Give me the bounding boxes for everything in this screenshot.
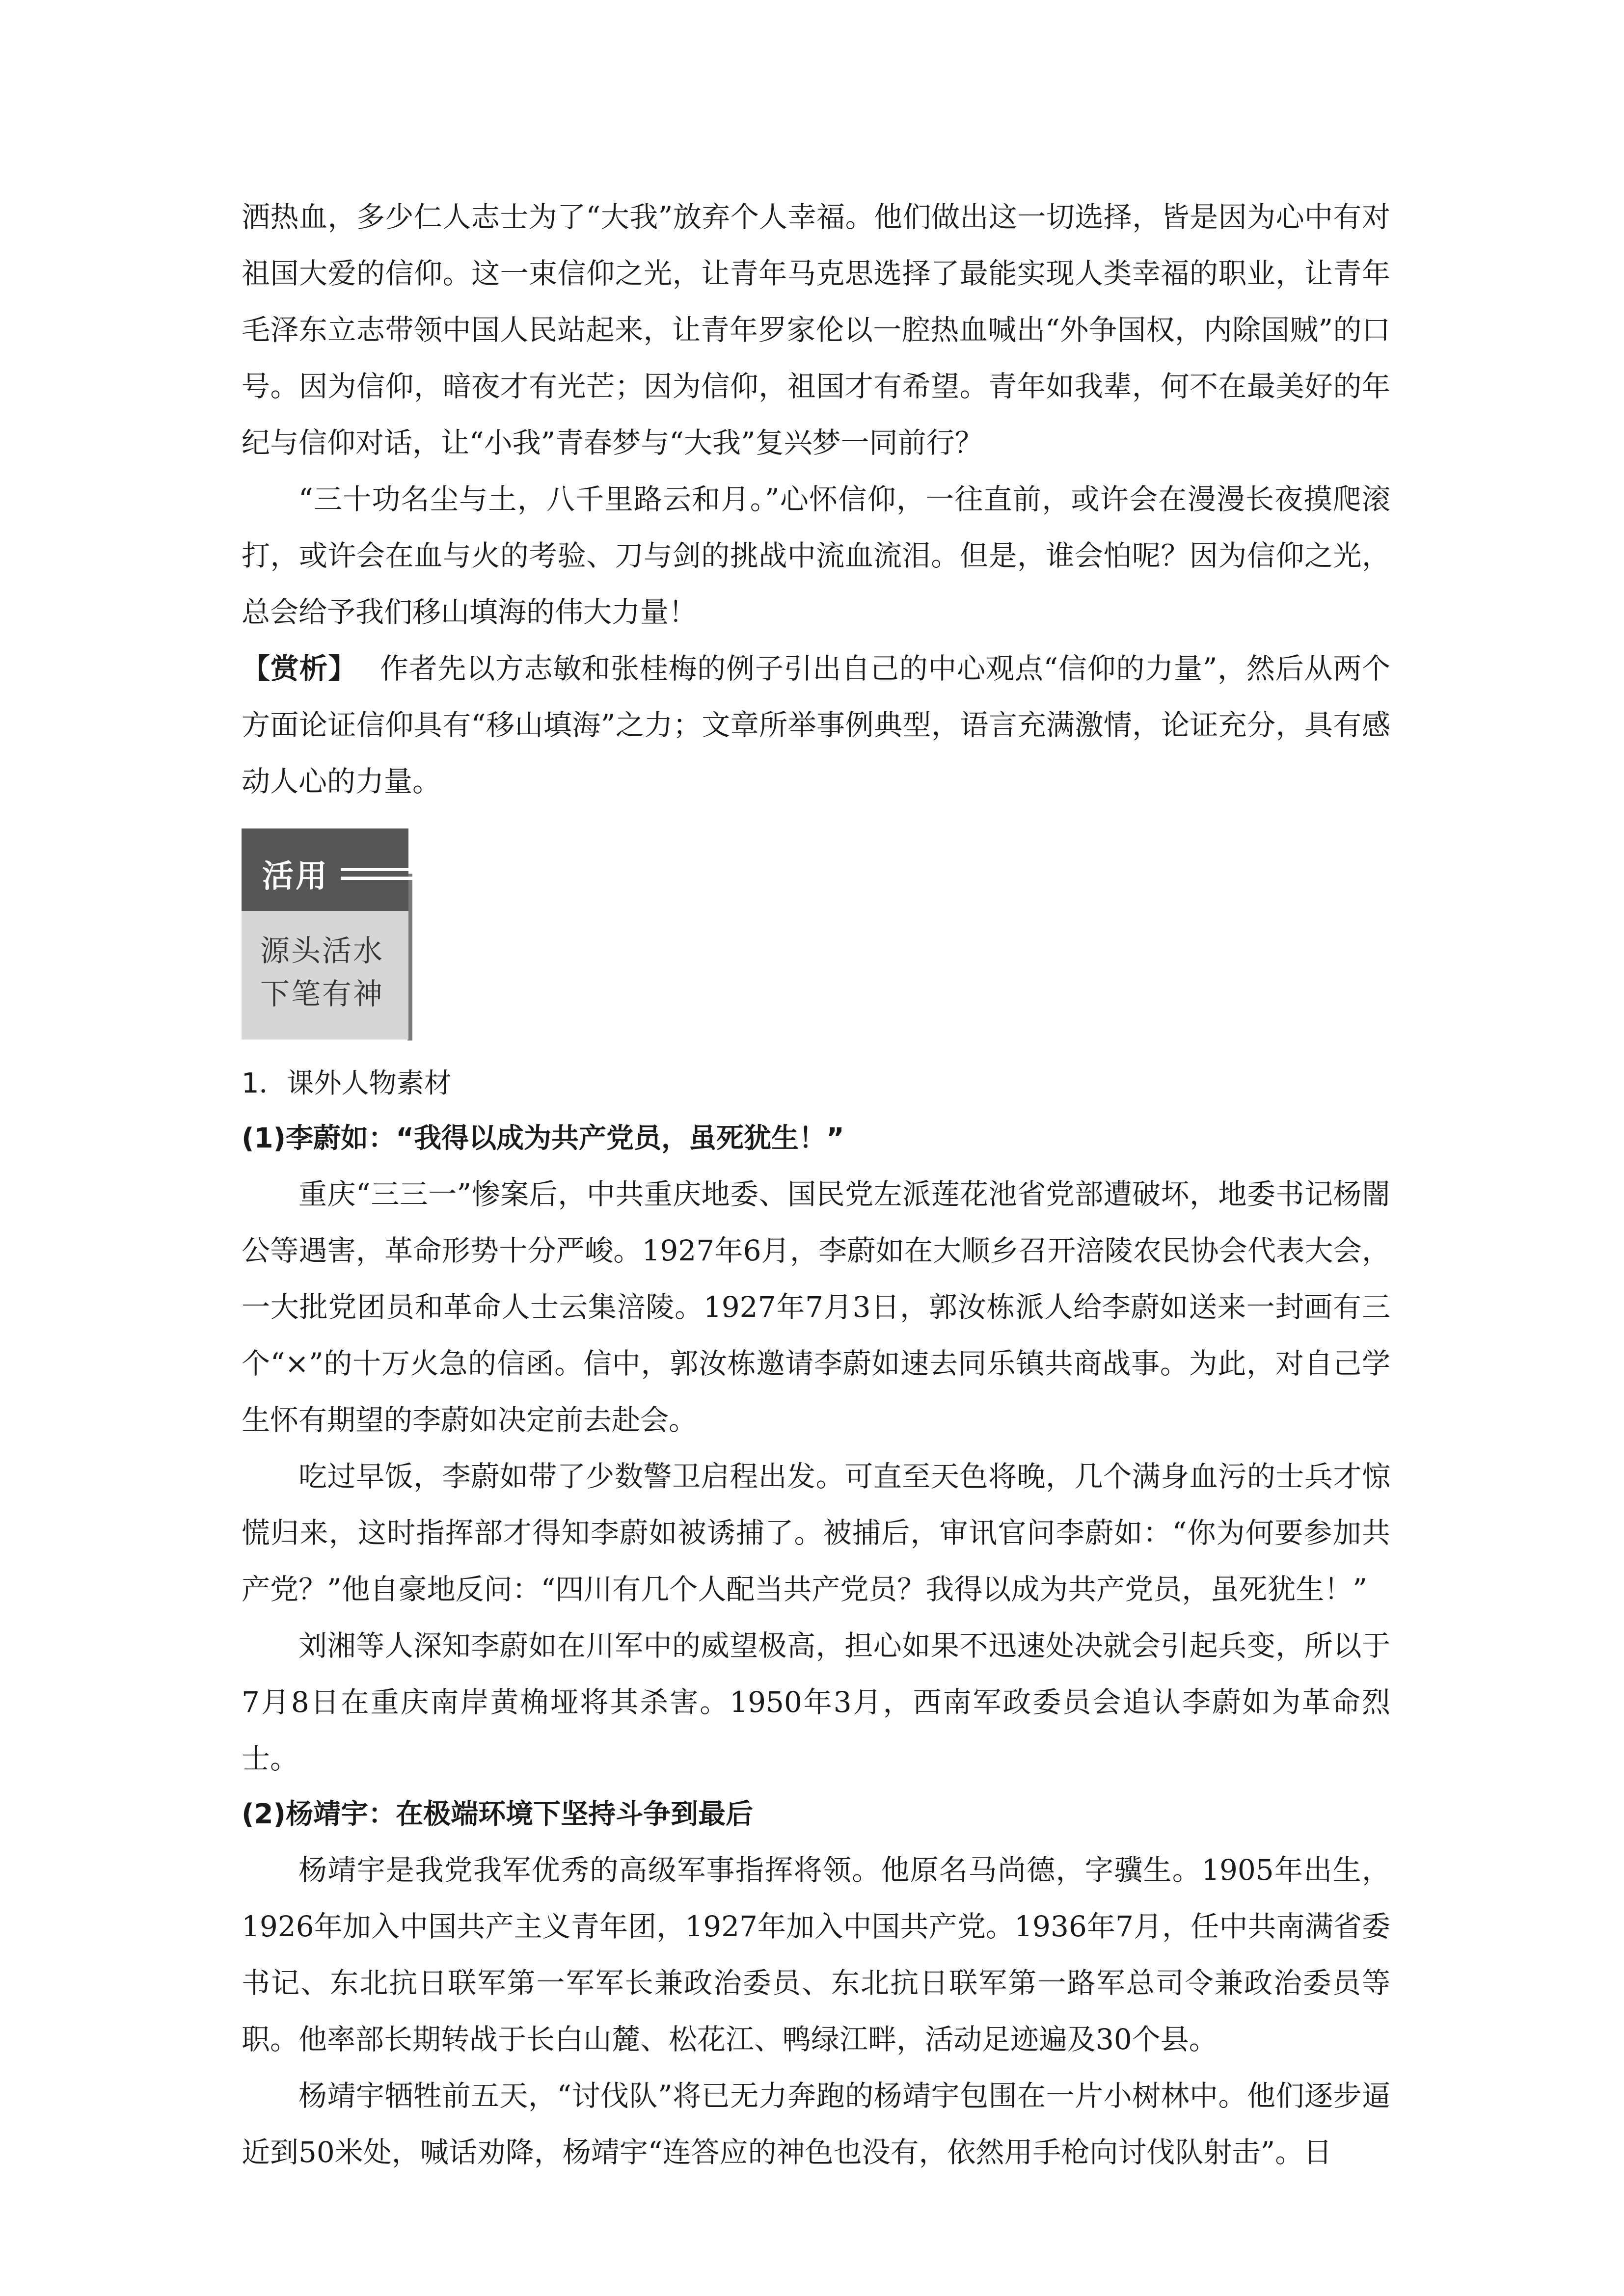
badge-title: 活用 xyxy=(262,858,329,895)
analysis-paragraph xyxy=(242,641,1390,810)
body-paragraph: “三十功名尘与土，八千里路云和月。”心怀信仰，一往直前，或许会在漫漫长夜摸爬滚打，或许会在血与火的考验、刀与剑的挑战中流血流泪。但是，谁会怕呢？因为信仰之光，总会给予我们移山填海的伟大力量！ xyxy=(242,482,1390,629)
body-paragraph: 刘湘等人深知李蔚如在川军中的威望极高，担心如果不迅速处决就会引起兵变，所以于7月8日在重庆南岸黄桷垭将其杀害。1950年3月，西南军政委员会追认李蔚如为革命烈士。 xyxy=(242,1629,1390,1775)
badge-decor-line xyxy=(341,877,413,880)
body-paragraph: 杨靖宇牺牲前五天，“讨伐队”将已无力奔跑的杨靖宇包围在一片小树林中。他们逐步逼近到50米处，喊话劝降，杨靖宇“连答应的神色也没有，依然用手枪向讨伐队射击”。日 xyxy=(242,2079,1390,2169)
section-badge xyxy=(242,828,413,1040)
badge-subtitle-line1: 源头活水 xyxy=(260,934,384,968)
body-paragraph: 重庆“三三一”惨案后，中共重庆地委、国民党左派莲花池省党部遭破坏，地委书记杨闇公等遇害，革命形势十分严峻。1927年6月，李蔚如在大顺乡召开涪陵农民协会代表大会，一大批党团员和革命人士云集涪陵。1927年7月3日，郭汝栋派人给李蔚如送来一封画有三个“×”的十万火急的信函。信中，郭汝栋邀请李蔚如速去同乐镇共商战事。为此，对自己学生怀有期望的李蔚如决定前去赴会。 xyxy=(242,1177,1390,1437)
badge-decor-line xyxy=(341,868,413,871)
section-heading: 1．课外人物素材 xyxy=(242,1068,452,1099)
body-paragraph: 杨靖宇是我党我军优秀的高级军事指挥将领。他原名马尚德，字骥生。1905年出生，1926年加入中国共产主义青年团，1927年加入中国共产党。1936年7月，任中共南满省委书记、东北抗日联军第一军军长兼政治委员、东北抗日联军第一路军总司令兼政治委员等职。他率部长期转战于长白山麓、松花江、鸭绿江畔，活动足迹遍及30个县。 xyxy=(242,1853,1390,2056)
body-paragraph: 洒热血，多少仁人志士为了“大我”放弃个人幸福。他们做出这一切选择，皆是因为心中有对祖国大爱的信仰。这一束信仰之光，让青年马克思选择了最能实现人类幸福的职业，让青年毛泽东立志带领中国人民站起来，让青年罗家伦以一腔热血喊出“外争国权，内除国贼”的口号。因为信仰，暗夜才有光芒；因为信仰，祖国才有希望。青年如我辈，何不在最美好的年纪与信仰对话，让“小我”青春梦与“大我”复兴梦一同前行？ xyxy=(242,200,1390,459)
analysis-tag: 【赏析】 xyxy=(242,652,357,685)
person-heading: (1)李蔚如：“我得以成为共产党员，虽死犹生！” xyxy=(242,1122,844,1154)
document-page xyxy=(242,189,1390,2181)
body-paragraph: 吃过早饭，李蔚如带了少数警卫启程出发。可直至天色将晚，几个满身血污的士兵才惊慌归来，这时指挥部才得知李蔚如被诱捕了。被捕后，审讯官问李蔚如：“你为何要参加共产党？”他自豪地反问：“四川有几个人配当共产党员？我得以成为共产党员，虽死犹生！” xyxy=(242,1460,1390,1606)
badge-subtitle-line2: 下笔有神 xyxy=(260,977,384,1012)
analysis-text: 作者先以方志敏和张桂梅的例子引出自己的中心观点“信仰的力量”，然后从两个方面论证信仰具有“移山填海”之力；文章所举事例典型，语言充满激情，论证充分，具有感动人心的力量。 xyxy=(242,652,1390,798)
person-heading: (2)杨靖宇：在极端环境下坚持斗争到最后 xyxy=(242,1798,754,1830)
